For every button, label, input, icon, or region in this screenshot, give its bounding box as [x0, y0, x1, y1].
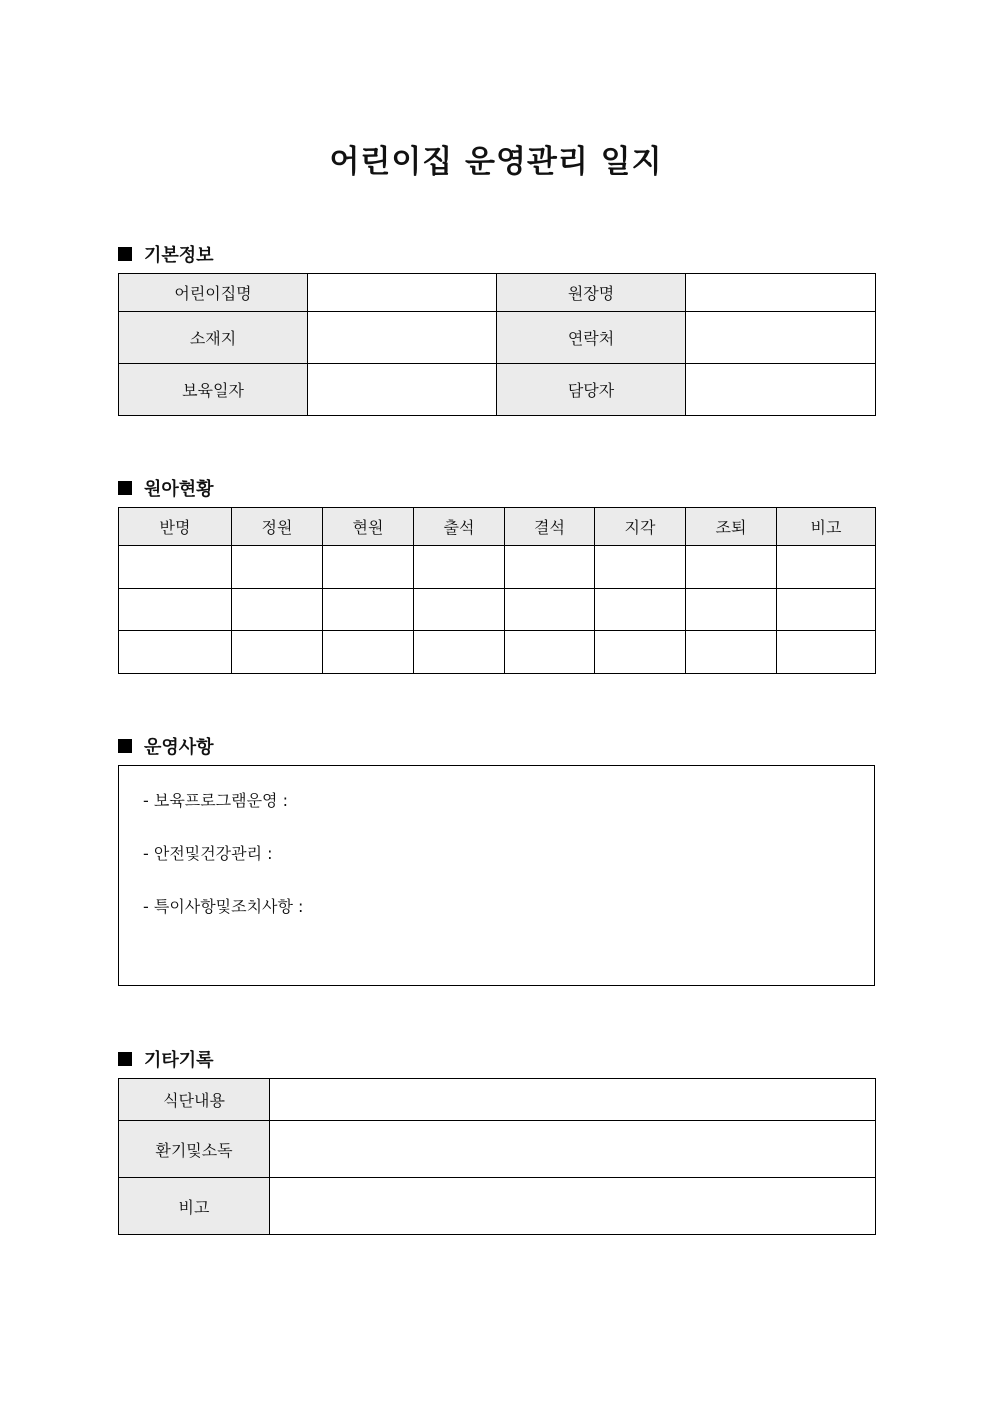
section-heading-basic-info: [118, 241, 214, 267]
remarks-field[interactable]: [270, 1178, 876, 1235]
table-cell[interactable]: [595, 631, 686, 674]
table-cell[interactable]: [232, 546, 323, 589]
table-cell[interactable]: [686, 589, 777, 631]
person-in-charge-field[interactable]: [686, 364, 876, 416]
basic-info-table: [118, 273, 876, 416]
square-bullet-icon: [118, 481, 132, 495]
operations-item-special-notes: - 특이사항및조치사항 :: [143, 897, 304, 916]
table-cell[interactable]: [505, 546, 595, 589]
table-row: [119, 546, 876, 589]
director-name-field[interactable]: [686, 274, 876, 312]
table-cell[interactable]: [686, 546, 777, 589]
table-cell[interactable]: [119, 631, 232, 674]
address-field[interactable]: [308, 312, 497, 364]
square-bullet-icon: [118, 247, 132, 261]
table-row: [119, 312, 876, 364]
column-header-present: 출석: [414, 508, 505, 546]
section-heading-operations: [118, 733, 214, 759]
label-remarks: 비고: [119, 1178, 270, 1235]
daycare-name-field[interactable]: [308, 274, 497, 312]
section-heading-label: 운영사항: [144, 737, 214, 758]
label-ventilation-disinfection: 환기및소독: [119, 1121, 270, 1178]
square-bullet-icon: [118, 1052, 132, 1066]
table-row: [119, 631, 876, 674]
section-heading-attendance: [118, 475, 214, 501]
contact-field[interactable]: [686, 312, 876, 364]
section-heading-label: 기타기록: [144, 1050, 214, 1071]
document-title: 어린이집 운영관리 일지: [329, 144, 663, 180]
table-row: [119, 364, 876, 416]
care-date-field[interactable]: [308, 364, 497, 416]
table-cell[interactable]: [323, 631, 414, 674]
table-cell[interactable]: [595, 589, 686, 631]
label-address: 소재지: [119, 312, 308, 364]
table-cell[interactable]: [119, 546, 232, 589]
ventilation-disinfection-field[interactable]: [270, 1121, 876, 1178]
table-cell[interactable]: [505, 631, 595, 674]
table-cell[interactable]: [777, 631, 876, 674]
column-header-capacity: 정원: [232, 508, 323, 546]
column-header-early-leave: 조퇴: [686, 508, 777, 546]
label-director-name: 원장명: [497, 274, 686, 312]
table-row: [119, 589, 876, 631]
section-heading-other-records: [118, 1046, 214, 1072]
label-person-in-charge: 담당자: [497, 364, 686, 416]
table-cell[interactable]: [414, 589, 505, 631]
label-care-date: 보육일자: [119, 364, 308, 416]
square-bullet-icon: [118, 739, 132, 753]
attendance-table: [118, 507, 876, 674]
table-cell[interactable]: [323, 546, 414, 589]
operations-item-safety-health: - 안전및건강관리 :: [143, 844, 273, 863]
column-header-late: 지각: [595, 508, 686, 546]
label-meal-content: 식단내용: [119, 1079, 270, 1121]
table-cell[interactable]: [119, 589, 232, 631]
table-cell[interactable]: [777, 546, 876, 589]
table-row: [119, 1079, 876, 1121]
other-records-table: [118, 1078, 876, 1235]
section-heading-label: 원아현황: [144, 479, 214, 500]
table-header-row: [119, 508, 876, 546]
table-cell[interactable]: [414, 631, 505, 674]
label-daycare-name: 어린이집명: [119, 274, 308, 312]
operations-box[interactable]: [118, 765, 875, 986]
table-cell[interactable]: [686, 631, 777, 674]
meal-content-field[interactable]: [270, 1079, 876, 1121]
column-header-enrolled: 현원: [323, 508, 414, 546]
table-cell[interactable]: [595, 546, 686, 589]
label-contact: 연락처: [497, 312, 686, 364]
table-row: [119, 274, 876, 312]
table-cell[interactable]: [323, 589, 414, 631]
column-header-absent: 결석: [505, 508, 595, 546]
table-cell[interactable]: [505, 589, 595, 631]
table-row: [119, 1121, 876, 1178]
table-row: [119, 1178, 876, 1235]
table-cell[interactable]: [777, 589, 876, 631]
section-heading-label: 기본정보: [144, 245, 214, 266]
table-cell[interactable]: [414, 546, 505, 589]
column-header-remarks: 비고: [777, 508, 876, 546]
operations-item-program: - 보육프로그램운영 :: [143, 791, 288, 810]
table-cell[interactable]: [232, 589, 323, 631]
table-cell[interactable]: [232, 631, 323, 674]
column-header-class: 반명: [119, 508, 232, 546]
